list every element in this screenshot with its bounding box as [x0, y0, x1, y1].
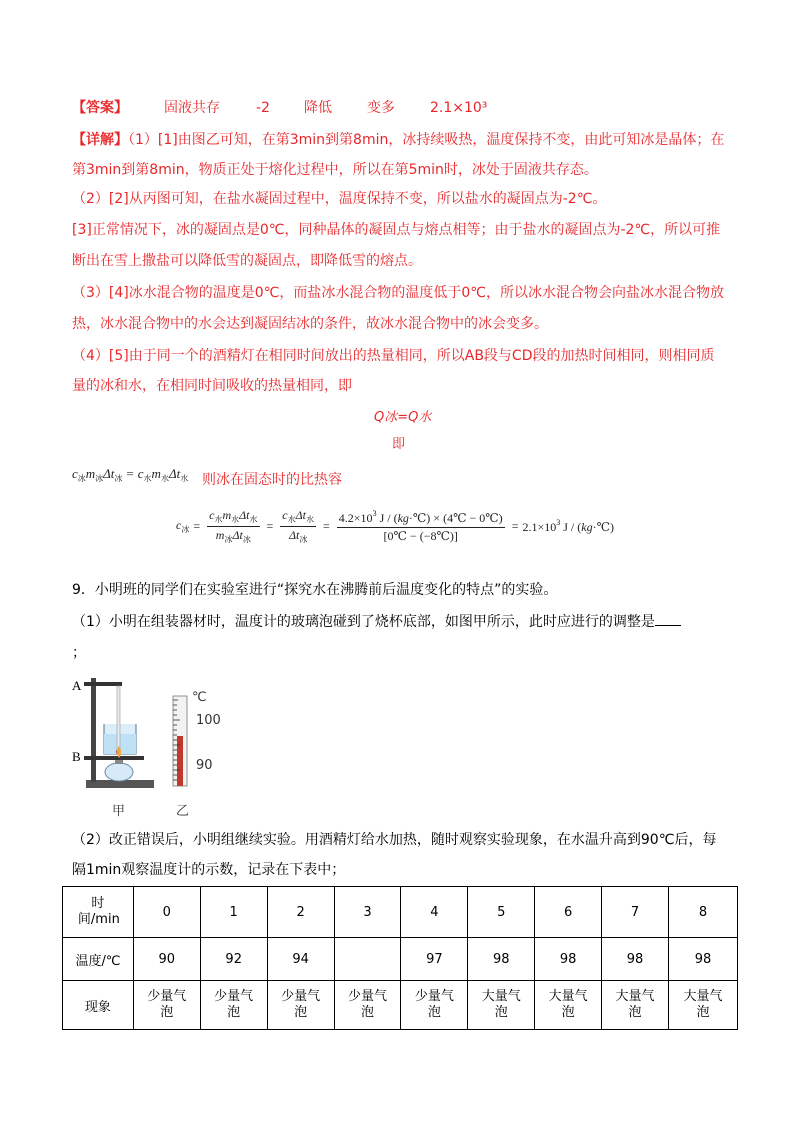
table-cell: 2: [267, 887, 334, 938]
table-cell: 8: [668, 887, 737, 938]
table-cell: 98: [535, 938, 602, 981]
header-time: 时间/min: [63, 887, 134, 938]
table-cell: 大量气泡: [668, 981, 737, 1030]
detail-line-6: （3）[4]冰水混合物的温度是0℃，而盐冰水混合物的温度低于0℃，所以冰水混合物会向盐冰水混合物放: [72, 285, 724, 301]
table-cell: 少量气泡: [133, 981, 200, 1030]
table-cell: 少量气泡: [200, 981, 267, 1030]
table-row-phenomenon: [63, 981, 738, 1030]
table-cell: 6: [535, 887, 602, 938]
answer-item-1: 固液共存: [164, 100, 220, 116]
after-equation-text: 则冰在固态时的比热容: [202, 472, 342, 488]
detail-line-5: 断出在雪上撒盐可以降低雪的凝固点，即降低雪的熔点。: [72, 253, 422, 269]
question-part-1-end: ；: [72, 645, 86, 661]
table-cell: 0: [133, 887, 200, 938]
question-part-1: [72, 611, 681, 632]
table-cell: 少量气泡: [334, 981, 401, 1030]
table-cell: 大量气泡: [468, 981, 535, 1030]
table-cell: 大量气泡: [602, 981, 669, 1030]
answer-label: 【答案】: [72, 100, 128, 116]
table-cell: 4: [401, 887, 468, 938]
table-cell: 1: [200, 887, 267, 938]
figure-thermometer: [164, 692, 194, 792]
alcohol-lamp: [105, 763, 133, 781]
detail-line-8: （4）[5]由于同一个的酒精灯在相同时间放出的热量相同，所以AB段与CD段的加热时间相同，则相同质: [72, 348, 715, 364]
detail-line-7: 热，冰水混合物中的水会达到凝固结冰的条件，故冰水混合物中的冰会变多。: [72, 316, 548, 332]
table-cell: 7: [602, 887, 669, 938]
table-cell: 98: [602, 938, 669, 981]
caption-yi: 乙: [176, 804, 190, 819]
table-cell: 少量气泡: [267, 981, 334, 1030]
caption-jia: 甲: [112, 804, 126, 819]
question-part-2-line-2: 隔1min观察温度计的示数，记录在下表中；: [72, 862, 346, 878]
table-row-time: [63, 887, 738, 938]
table-cell-empty[interactable]: [334, 938, 401, 981]
thermometer-unit: ℃: [192, 690, 207, 705]
answer-row: [72, 98, 732, 118]
detail-line-9: 量的冰和水，在相同时间吸收的热量相同，即: [72, 378, 352, 394]
question-part-1-text: （1）小明在组装器材时，温度计的玻璃泡碰到了烧杯底部，如图甲所示，此时应进行的调整是: [72, 614, 655, 630]
table-cell: 大量气泡: [535, 981, 602, 1030]
stand-rod: [91, 678, 96, 782]
table-cell: 94: [267, 938, 334, 981]
table-cell: 97: [401, 938, 468, 981]
detail-line-2: 第3min到第8min，物质正处于熔化过程中，所以在第5min时，冰处于固液共存态。: [72, 162, 598, 178]
ring-support: [84, 756, 144, 760]
table-cell: 92: [200, 938, 267, 981]
answer-item-3: 降低: [304, 100, 332, 116]
answer-blank[interactable]: [655, 611, 681, 626]
equation-q: Q冰=Q水: [374, 410, 432, 425]
equation-heat-balance: $c_冰m_冰\Delta t_冰 = c_水m_水\Delta t_水$: [72, 466, 189, 483]
detail-label: 【详解】: [72, 132, 128, 148]
detail-line-4: [3]正常情况下，冰的凝固点是0℃，同种晶体的凝固点与熔点相等；由于盐水的凝固点为-2℃，所以可推: [72, 222, 721, 238]
table-cell: 98: [668, 938, 737, 981]
question-title: 9．小明班的同学们在实验室进行“探究水在沸腾前后温度变化的特点”的实验。: [72, 582, 558, 598]
detail-line-3: （2）[2]从丙图可知，在盐水凝固过程中，温度保持不变，所以盐水的凝固点为-2℃。: [72, 191, 607, 207]
table-cell: 98: [468, 938, 535, 981]
equation-specific-heat: $c_冰$ = $\frac{c_水m_水\Delta t_水}{m_冰\Delta t_冰}$ = $\frac{c_水\Delta t_水}{\Delta t_冰}$ = $\frac{4.2\times 10^3 J / (kg\cdot℃) \times (4℃ - 0℃)}{[0℃ - (-8℃)]}$ = $2.1\times 10^3$ J / (kg·℃): [176, 508, 614, 544]
question-part-2-line-1: （2）改正错误后，小明组继续实验。用酒精灯给水加热，随时观察实验现象，在水温升高到90℃后，每: [72, 832, 717, 848]
table-row-temperature: [63, 938, 738, 981]
answer-item-2: -2: [256, 100, 270, 116]
answer-item-4: 变多: [367, 100, 395, 116]
detail-line-1: [72, 130, 724, 150]
detail-text-1: （1）[1]由图乙可知，在第3min到第8min，冰持续吸热，温度保持不变，由此可知冰是晶体；在: [128, 132, 725, 148]
thermometer-tick-90: 90: [196, 758, 213, 773]
table-cell: 90: [133, 938, 200, 981]
header-temperature: 温度/℃: [63, 938, 134, 981]
top-clamp: [84, 682, 122, 686]
data-table: [62, 886, 738, 1030]
header-phenomenon: 现象: [63, 981, 134, 1030]
thermometer-in-beaker: [117, 686, 120, 754]
label-B: B: [72, 749, 81, 764]
ji-label: 即: [392, 437, 406, 452]
thermometer-tick-100: 100: [196, 713, 221, 728]
mercury-column: [177, 736, 183, 786]
answer-item-5: 2.1×10³: [430, 100, 488, 116]
table-cell: 少量气泡: [401, 981, 468, 1030]
table-cell: 5: [468, 887, 535, 938]
table-cell: 3: [334, 887, 401, 938]
label-A: A: [72, 678, 82, 693]
